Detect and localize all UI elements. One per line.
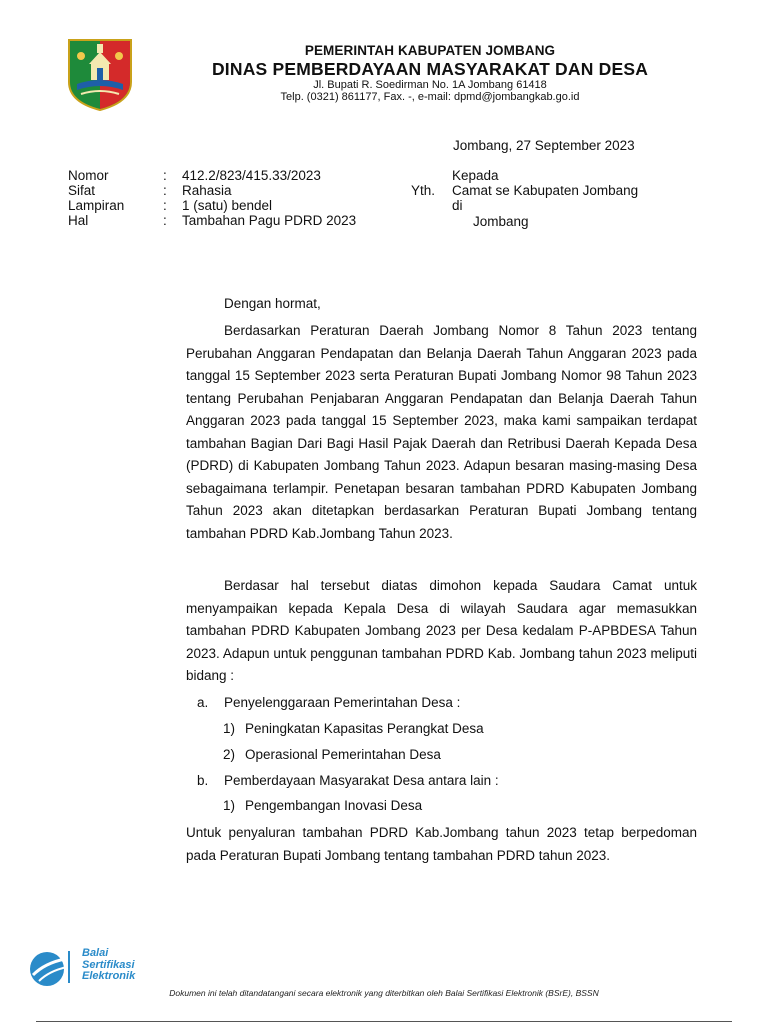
bsre-line: Sertifikasi <box>82 958 135 971</box>
meta-colon: : <box>163 168 167 183</box>
list-marker: b. <box>197 773 209 788</box>
bsre-logo-icon <box>25 945 77 989</box>
meta-value: Rahasia <box>182 183 232 198</box>
meta-label: Lampiran <box>68 198 125 213</box>
list-marker: a. <box>197 695 209 710</box>
list-marker: 2) <box>223 747 236 762</box>
bsre-line: Balai <box>82 947 109 959</box>
meta-label: Hal <box>68 213 89 228</box>
meta-colon: : <box>163 198 167 213</box>
meta-value: 412.2/823/415.33/2023 <box>182 168 321 183</box>
letterhead-department: DINAS PEMBERDAYAAN MASYARAKAT DAN DESA <box>211 59 649 79</box>
letter-date: Jombang, 27 September 2023 <box>453 138 635 153</box>
meta-colon: : <box>163 183 167 198</box>
meta-value: 1 (satu) bendel <box>182 198 273 213</box>
esign-footer-note: Dokumen ini telah ditandatangani secara elektronik yang diterbitkan oleh Balai Sertifikasi Elektronik (BSrE), BSSN <box>169 988 599 998</box>
list-text: Pengembangan Inovasi Desa <box>245 798 423 813</box>
letterhead-contact: Telp. (0321) 861177, Fax. -, e-mail: dpmd@jombangkab.go.id <box>280 91 580 103</box>
meta-label: Sifat <box>68 183 96 198</box>
letterhead-address: Jl. Bupati R. Soedirman No. 1A Jombang 61418 <box>313 79 547 91</box>
greeting: Dengan hormat, <box>224 296 321 311</box>
list-marker: 1) <box>223 721 236 736</box>
bsre-line: Elektronik <box>82 970 136 982</box>
meta-colon: : <box>163 213 167 228</box>
paragraph-3: Untuk penyaluran tambahan PDRD Kab.Jombang tahun 2023 tetap berpedoman pada Peraturan Bupati Jombang tentang tambahan PDRD tahun 2023. <box>186 825 697 863</box>
letterhead-government: PEMERINTAH KABUPATEN JOMBANG <box>304 43 556 58</box>
meta-value: Tambahan Pagu PDRD 2023 <box>182 213 357 228</box>
recipient-place: Jombang <box>473 214 529 229</box>
bsre-wordmark <box>82 948 135 983</box>
list-text: Penyelenggaraan Pemerintahan Desa : <box>224 695 461 710</box>
paragraph-2: Berdasar hal tersebut diatas dimohon kepada Saudara Camat untuk menyampaikan kepada Kepala Desa di wilayah Saudara agar memasukkan tambahan PDRD Kabupaten Jombang 2023 per Desa kedalam P-APBDESA Tahun 2023. Adapun untuk penggunan tambahan PDRD Kab. Jombang tahun 2023 meliputi bidang : <box>186 578 697 683</box>
recipient-yth: Yth. <box>411 183 436 198</box>
kabupaten-jombang-crest-icon <box>67 38 133 112</box>
recipient-di: di <box>452 198 463 213</box>
footer-divider <box>36 1021 732 1022</box>
meta-label: Nomor <box>68 168 109 183</box>
list-text: Pemberdayaan Masyarakat Desa antara lain : <box>224 773 499 788</box>
list-text: Peningkatan Kapasitas Perangkat Desa <box>245 721 484 736</box>
list-marker: 1) <box>223 798 236 813</box>
paragraph-1: Berdasarkan Peraturan Daerah Jombang Nomor 8 Tahun 2023 tentang Perubahan Anggaran Pendapatan dan Belanja Daerah Tahun Anggaran 2023 pada tanggal 15 September 2023 serta Peraturan Bupati Jombang Nomor 98 Tahun 2023 tentang Perubahan Penjabaran Anggaran Pendapatan dan Belanja Daerah Tahun Anggaran 2023 pada tanggal 15 September 2023, maka kami sampaikan terdapat tambahan Bagian Dari Bagi Hasil Pajak Daerah dan Retribusi Daerah Kepada Desa (PDRD) di Kabupaten Jombang Tahun 2023. Adapun besaran masing-masing Desa sebagaimana terlampir. Penetapan besaran tambahan PDRD Kabupaten Jombang Tahun 2023 akan ditetapkan berdasarkan Peraturan Bupati Jombang tentang tambahan PDRD Kab.Jombang Tahun 2023. <box>186 323 697 541</box>
recipient-name: Camat se Kabupaten Jombang <box>452 183 639 198</box>
list-text: Operasional Pemerintahan Desa <box>245 747 441 762</box>
recipient-kepada: Kepada <box>452 168 499 183</box>
